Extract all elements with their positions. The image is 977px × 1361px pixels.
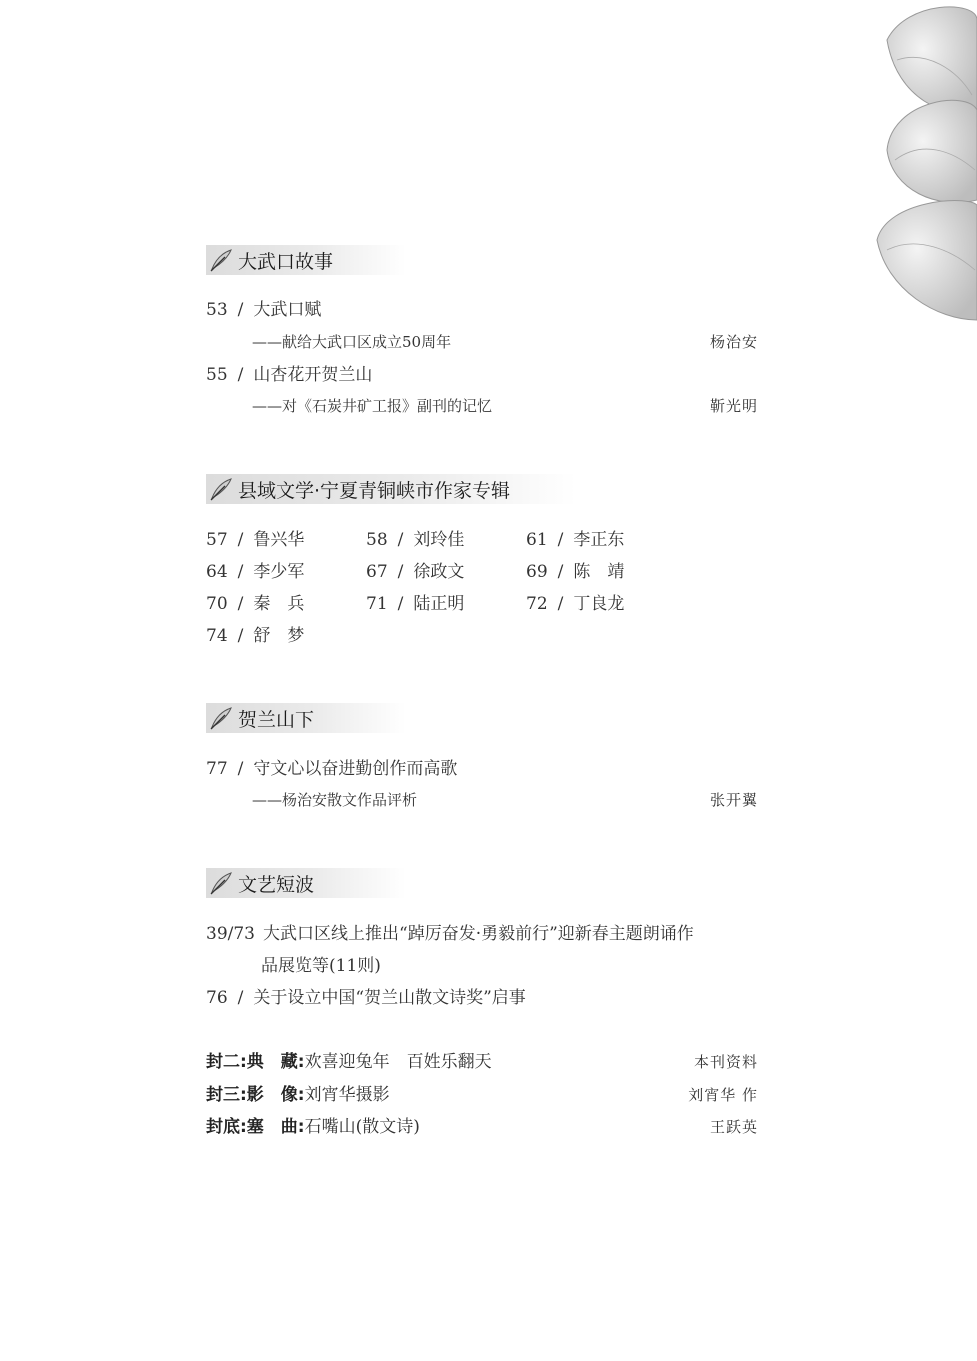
author-name: 徐政文 bbox=[413, 562, 465, 582]
separator: / bbox=[557, 594, 564, 614]
cover-credit: 本刊资料 bbox=[693, 1053, 758, 1071]
author-entry[interactable] bbox=[206, 560, 304, 584]
section-header bbox=[206, 868, 406, 898]
page-number: 71 bbox=[366, 594, 388, 614]
author-entry[interactable] bbox=[526, 528, 624, 552]
quill-icon bbox=[208, 705, 234, 731]
author-entry[interactable] bbox=[206, 592, 304, 616]
author-name: 李少军 bbox=[253, 562, 305, 582]
section-title: 县域文学·宁夏青铜峡市作家专辑 bbox=[238, 479, 511, 502]
separator: / bbox=[237, 530, 244, 550]
cover-label: 封底:塞 曲: bbox=[206, 1117, 305, 1137]
author-name: 陈 靖 bbox=[573, 562, 625, 582]
page-number: 74 bbox=[206, 626, 228, 646]
toc-entry[interactable] bbox=[206, 986, 526, 1010]
toc-entry[interactable] bbox=[206, 298, 321, 322]
quill-icon bbox=[208, 870, 234, 896]
cover-text: 刘宵华摄影 bbox=[304, 1085, 390, 1105]
section-title: 贺兰山下 bbox=[238, 708, 315, 731]
cover-entry bbox=[206, 1115, 420, 1139]
author-entry[interactable] bbox=[526, 592, 624, 616]
section-title: 文艺短波 bbox=[238, 873, 315, 896]
author-name: 鲁兴华 bbox=[253, 530, 305, 550]
page-number: 53 bbox=[206, 300, 228, 320]
section-header bbox=[206, 474, 576, 504]
entry-author: 张开翼 bbox=[709, 791, 758, 809]
page-number: 76 bbox=[206, 988, 228, 1008]
author-entry[interactable] bbox=[206, 624, 304, 648]
separator: / bbox=[237, 300, 244, 320]
author-entry[interactable] bbox=[366, 528, 464, 552]
author-name: 陆正明 bbox=[413, 594, 465, 614]
entry-title: 大武口区线上推出“踔厉奋发·勇毅前行”迎新春主题朗诵作 bbox=[263, 924, 694, 944]
entry-subtitle: ——献给大武口区成立50周年 bbox=[252, 333, 452, 351]
cover-credit: 刘宵华 作 bbox=[688, 1086, 758, 1104]
page-number: 77 bbox=[206, 759, 228, 779]
entry-title: 关于设立中国“贺兰山散文诗奖”启事 bbox=[253, 988, 526, 1008]
quill-icon bbox=[208, 476, 234, 502]
separator: / bbox=[237, 759, 244, 779]
author-name: 丁良龙 bbox=[573, 594, 625, 614]
author-name: 刘玲佳 bbox=[413, 530, 465, 550]
page-number: 55 bbox=[206, 365, 228, 385]
author-entry[interactable] bbox=[366, 560, 464, 584]
page-number: 64 bbox=[206, 562, 228, 582]
page-number: 39/73 bbox=[206, 924, 255, 944]
cover-text: 欢喜迎兔年 百姓乐翻天 bbox=[304, 1052, 492, 1072]
author-entry[interactable] bbox=[526, 560, 624, 584]
cover-credit: 王跃英 bbox=[709, 1118, 758, 1136]
entry-author: 靳光明 bbox=[709, 397, 758, 415]
separator: / bbox=[237, 365, 244, 385]
quill-icon bbox=[208, 247, 234, 273]
entry-subtitle: ——对《石炭井矿工报》副刊的记忆 bbox=[252, 397, 493, 415]
cover-text: 石嘴山(散文诗) bbox=[304, 1117, 420, 1137]
author-entry[interactable] bbox=[206, 528, 304, 552]
page-number: 72 bbox=[526, 594, 548, 614]
author-name: 秦 兵 bbox=[253, 594, 305, 614]
entry-title-continued: 品展览等(11则) bbox=[261, 956, 381, 976]
author-name: 李正东 bbox=[573, 530, 625, 550]
petal-decoration bbox=[867, 0, 977, 330]
page-number: 57 bbox=[206, 530, 228, 550]
entry-author: 杨治安 bbox=[709, 333, 758, 351]
toc-entry[interactable] bbox=[206, 922, 694, 946]
author-entry[interactable] bbox=[366, 592, 464, 616]
entry-title: 山杏花开贺兰山 bbox=[253, 365, 373, 385]
cover-label: 封三:影 像: bbox=[206, 1085, 305, 1105]
toc-entry[interactable] bbox=[206, 363, 372, 387]
cover-entry bbox=[206, 1083, 390, 1107]
entry-title: 大武口赋 bbox=[253, 300, 322, 320]
separator: / bbox=[397, 594, 404, 614]
section-header bbox=[206, 703, 406, 733]
page-number: 58 bbox=[366, 530, 388, 550]
section-header bbox=[206, 245, 406, 275]
author-name: 舒 梦 bbox=[253, 626, 305, 646]
separator: / bbox=[397, 562, 404, 582]
page-number: 70 bbox=[206, 594, 228, 614]
separator: / bbox=[237, 626, 244, 646]
cover-label: 封二:典 藏: bbox=[206, 1052, 305, 1072]
separator: / bbox=[397, 530, 404, 550]
toc-entry[interactable] bbox=[206, 757, 457, 781]
separator: / bbox=[237, 988, 244, 1008]
separator: / bbox=[237, 562, 244, 582]
entry-subtitle: ——杨治安散文作品评析 bbox=[252, 791, 418, 809]
separator: / bbox=[237, 594, 244, 614]
section-title: 大武口故事 bbox=[238, 250, 334, 273]
entry-title: 守文心以奋进勤创作而高歌 bbox=[253, 759, 458, 779]
page-number: 69 bbox=[526, 562, 548, 582]
page-number: 61 bbox=[526, 530, 548, 550]
separator: / bbox=[557, 530, 564, 550]
separator: / bbox=[557, 562, 564, 582]
cover-entry bbox=[206, 1050, 492, 1074]
page-number: 67 bbox=[366, 562, 388, 582]
